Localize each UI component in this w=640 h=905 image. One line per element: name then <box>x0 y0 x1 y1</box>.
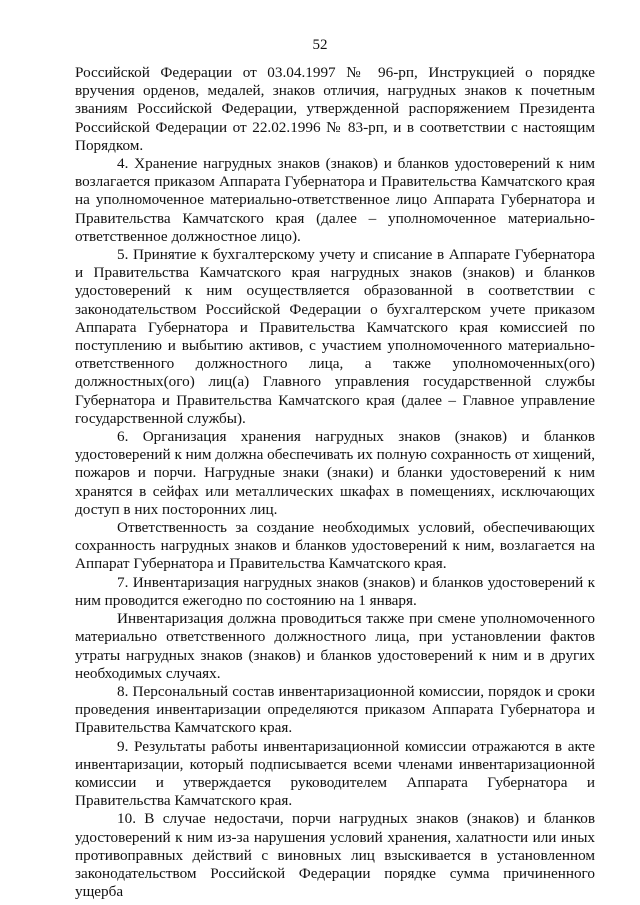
paragraph-item-7-inventory: Инвентаризация должна проводиться также при смене уполномоченного материально ответственного должностного лица, при установлении фактов утраты нагрудных знаков (знаков) и бланков удостоверений к ним и в других необходимых случаях. <box>75 610 595 682</box>
paragraph-continuation: Российской Федерации от 03.04.1997 № 96-рп, Инструкцией о порядке вручения орденов, медалей, знаков отличия, нагрудных знаков к почетным званиям Российской Федерации, утвержденной распоряжением Президента Российской Федерации от 22.02.1996 № 83-рп, и в соответствии с настоящим Порядком. <box>75 64 595 154</box>
paragraph-item-10: 10. В случае недостачи, порчи нагрудных знаков (знаков) и бланков удостоверений к ним из-за нарушения условий хранения, халатности или иных противоправных действий с виновных лиц взыскивается в установленном законодательством Российской Федерации порядке сумма причиненного ущерба <box>75 810 595 901</box>
paragraph-item-6-responsibility: Ответственность за создание необходимых условий, обеспечивающих сохранность нагрудных знаков и бланков удостоверений к ним, возлагается на Аппарат Губернатора и Правительства Камчатского края. <box>75 519 595 573</box>
paragraph-item-9: 9. Результаты работы инвентаризационной комиссии отражаются в акте инвентаризации, который подписывается всеми членами инвентаризационной комиссии и утверждается руководителем Аппарата Губернатора и Правительства Камчатского края. <box>75 737 595 810</box>
paragraph-item-7: 7. Инвентаризация нагрудных знаков (знаков) и бланков удостоверений к ним проводится ежегодно по состоянию на 1 января. <box>75 573 595 609</box>
page-number: 52 <box>312 37 328 53</box>
paragraph-item-4: 4. Хранение нагрудных знаков (знаков) и бланков удостоверений к ним возлагается приказом Аппарата Губернатора и Правительства Камчатского края на уполномоченное материально-ответственное лицо Аппарата Губернатора и Правительства Камчатского края (далее – уполномоченное материально-ответственное должностное лицо). <box>75 155 595 245</box>
document-body <box>75 64 595 901</box>
paragraph-item-6: 6. Организация хранения нагрудных знаков (знаков) и бланков удостоверений к ним должна обеспечивать их полную сохранность от хищений, пожаров и порчи. Нагрудные знаки (знаки) и бланки удостоверений к ним хранятся в сейфах или металлических шкафах в помещениях, исключающих доступ в них посторонних лиц. <box>75 428 595 518</box>
paragraph-item-8: 8. Персональный состав инвентаризационной комиссии, порядок и сроки проведения инвентаризации определяются приказом Аппарата Губернатора и Правительства Камчатского края. <box>75 682 595 737</box>
paragraph-item-5: 5. Принятие к бухгалтерскому учету и списание в Аппарате Губернатора и Правительства Камчатского края нагрудных знаков (знаков) и бланков удостоверений к ним осуществляется образованной в соответствии с законодательством Российской Федерации о бухгалтерском учете приказом Аппарата Губернатора и Правительства Камчатского края комиссией по поступлению и выбытию активов, с участием уполномоченного материально-ответственного должностного лица, а также уполномоченных(ого) должностных(ого) лиц(а) Главного управления государственной службы Губернатора и Правительства Камчатского края (далее – Главное управление государственной службы). <box>75 246 595 427</box>
